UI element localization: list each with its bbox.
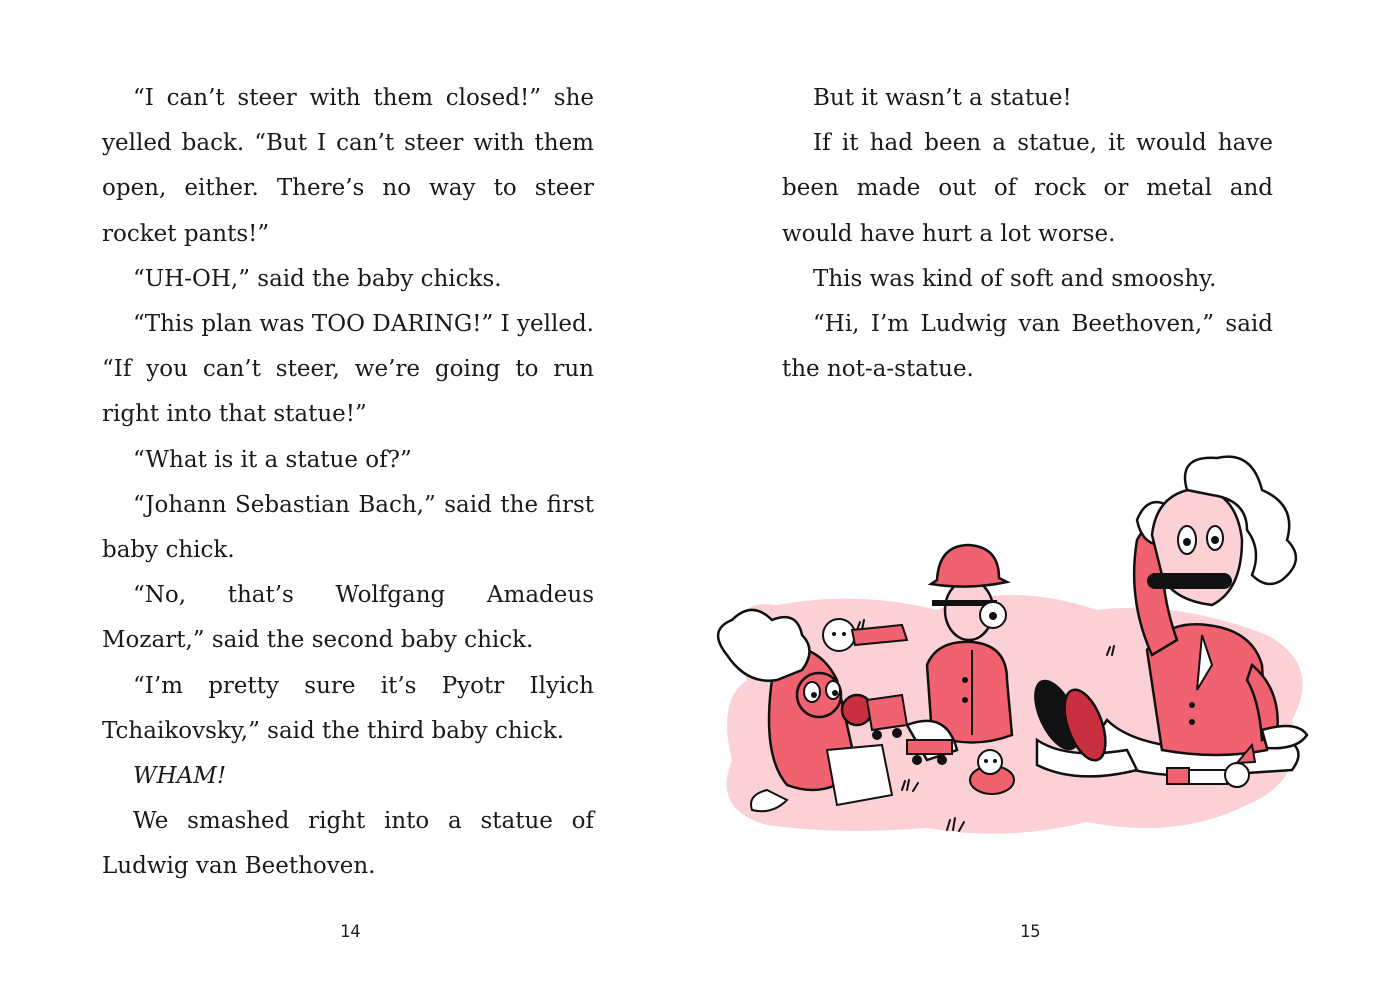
paragraph: “What is it a statue of?” [133, 446, 412, 473]
right-page [687, 0, 1375, 1000]
paragraph-sound-effect: WHAM! [133, 763, 227, 790]
paragraph: “Hi, I’m Ludwig van Beethoven,” said the not-a-statue. [782, 311, 1273, 383]
paragraph: If it had been a statue, it would have been made out of rock or metal and would have hurt a lot worse. [782, 130, 1273, 247]
paragraph: We smashed right into a statue of Ludwig van Beethoven. [102, 808, 594, 880]
paragraph: “I’m pretty sure it’s Pyotr Ilyich Tchaikovsky,” said the third baby chick. [102, 672, 594, 744]
beethoven-collision-illustration [707, 450, 1317, 845]
paragraph: This was kind of soft and smooshy. [813, 265, 1217, 292]
page-number-right: 15 [1020, 922, 1041, 942]
left-page-text [102, 76, 594, 890]
paragraph: “UH-OH,” said the baby chicks. [133, 265, 502, 292]
left-page [0, 0, 687, 1000]
paragraph: “This plan was TOO DARING!” I yelled. “If you can’t steer, we’re going to run right into that statue!” [102, 311, 594, 428]
right-page-text [782, 76, 1273, 392]
paragraph: “No, that’s Wolfgang Amadeus Mozart,” said the second baby chick. [102, 582, 594, 654]
paragraph: But it wasn’t a statue! [813, 85, 1072, 111]
paragraph: “I can’t steer with them closed!” she yelled back. “But I can’t steer with them open, either. There’s no way to steer rocket pants!” [102, 85, 594, 247]
paragraph: “Johann Sebastian Bach,” said the first baby chick. [102, 491, 594, 564]
page-number-left: 14 [340, 922, 361, 942]
